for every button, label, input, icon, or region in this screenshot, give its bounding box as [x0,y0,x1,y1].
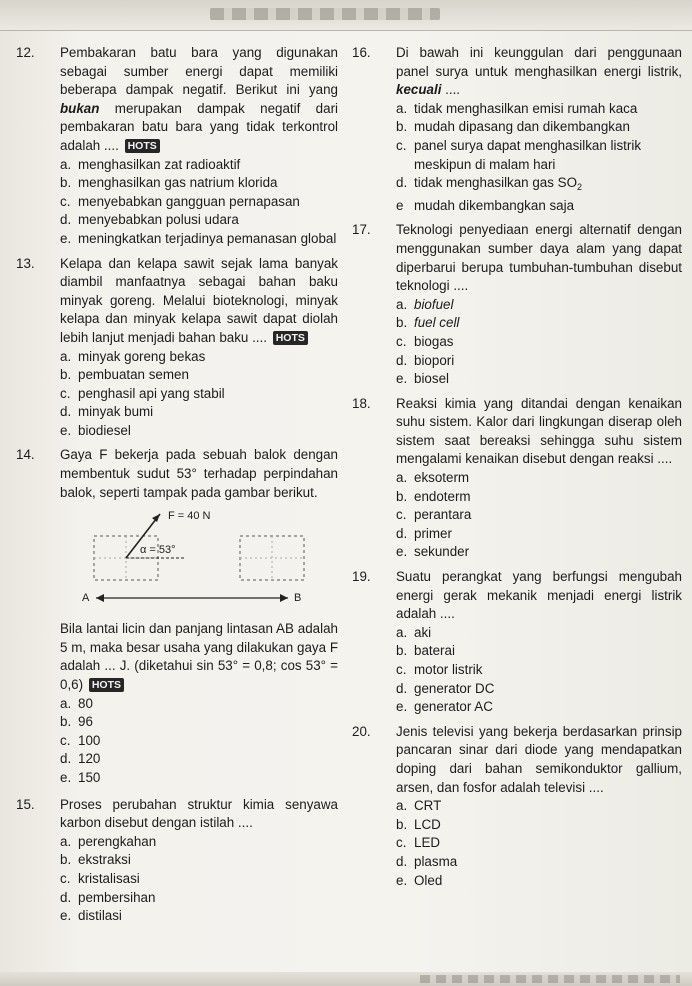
subscript: 2 [577,182,583,193]
option-c[interactable]: c. perantara [396,507,472,523]
option-b[interactable]: b. fuel cell [396,315,460,331]
option-a[interactable]: a. aki [396,624,432,640]
right-column [352,44,682,892]
option-b[interactable]: b. endoterm [396,488,471,504]
option-d[interactable]: d. generator DC [396,680,495,696]
option-b[interactable]: b. pembuatan semen [60,367,189,383]
bottom-edge [0,972,692,986]
point-a-label: A [82,592,90,605]
question-15 [16,796,338,926]
question-stem: Proses perubahan struktur kimia senyawa karbon disebut dengan istilah .... [60,796,338,831]
question-stem: Pembakaran batu bara yang digunakan sebagai sumber energi dapat memiliki beberapa dampak negatif. Berikut ini yang bukan merupakan dampak negatif dari pembakaran batu bara yang tidak terkontrol adalah .... HOTS [60,45,338,153]
question-12 [16,44,338,249]
top-edge [0,0,692,31]
option-e[interactable]: e. 150 [60,770,101,785]
option-e[interactable]: e. distilasi [60,908,122,924]
option-c[interactable]: c. kristalisasi [60,870,140,886]
option-b[interactable]: b. baterai [396,643,455,659]
question-stem: Suatu perangkat yang berfungsi mengubah energi gerak mekanik menjadi energi listrik adalah .... [396,569,682,622]
question-stem-intro: Gaya F bekerja pada sebuah balok dengan membentuk sudut 53° terhadap perpindahan balok, seperti tampak pada gambar berikut. [60,447,338,500]
question-number: 19. [352,569,371,585]
question-number: 17. [352,222,371,238]
option-e[interactable]: e. meningkatkan terjadinya pemanasan global [60,230,337,246]
option-b[interactable]: b. LCD [396,816,441,832]
question-14 [16,446,338,787]
force-vector-arrowhead [152,514,160,522]
option-c[interactable]: c. 100 [60,732,101,748]
option-a[interactable]: a. perengkahan [60,833,157,849]
option-a[interactable]: a. biofuel [396,296,454,312]
question-number: 13. [16,255,35,271]
question-19 [352,568,682,717]
question-number: 14. [16,447,35,463]
option-c[interactable]: c. menyebabkan gangguan pernapasan [60,193,300,209]
force-label: F = 40 N [168,510,211,523]
question-number: 15. [16,796,35,812]
question-20 [352,723,682,890]
option-c[interactable]: c. panel surya dapat menghasilkan listrik meskipun di malam hari [396,137,642,172]
angle-label: α = 53° [140,544,176,557]
question-number: 18. [352,395,371,411]
option-b[interactable]: b. ekstraksi [60,852,131,868]
question-stem: Di bawah ini keunggulan dari penggunaan panel surya untuk menghasilkan energi listrik, kecuali .... [396,45,682,98]
question-stem: Jenis televisi yang bekerja berdasarkan prinsip pancaran sinar dari diode yang mendapatkan doping dari bahan semikonduktor gallium, arsen, dan fosfor adalah televisi .... [396,723,682,795]
option-e[interactable]: e. biosel [396,371,449,387]
option-c[interactable]: c. motor listrik [396,662,483,677]
force-diagram-svg [60,506,360,614]
question-stem: Bila lantai licin dan panjang lintasan AB adalah 5 m, maka besar usaha yang dilakukan gaya F adalah ... J. (diketahui sin 53° = 0,8; cos 53° = 0,6) HOTS [60,621,338,693]
question-stem: Reaksi kimia yang ditandai dengan kenaikan suhu sistem. Kalor dari lingkungan diserap oleh sistem saat bereaksi sehingga suhu sistem mengalami kenaikan disebut dengan reaksi .... [396,395,682,467]
hots-badge: HOTS [89,678,124,692]
option-c[interactable]: c. LED [396,835,441,851]
option-b[interactable]: b. 96 [60,714,93,730]
option-d[interactable]: d. biopori [396,352,455,368]
option-e[interactable]: e mudah dikembangkan saja [396,197,575,213]
option-a[interactable]: a. 80 [60,695,93,711]
option-e[interactable]: e. biodiesel [60,422,131,438]
bottom-edge-pattern [420,975,680,983]
displacement-arrowhead-right [280,594,288,602]
option-a[interactable]: a. tidak menghasilkan emisi rumah kaca [396,100,638,116]
option-d[interactable]: d. 120 [60,751,101,767]
option-d[interactable]: d. primer [396,525,452,541]
question-stem: Teknologi penyediaan energi alternatif dengan menggunakan sumber daya alam yang dapat diperbarui berupa tumbuhan-tumbuhan disebut teknologi .... [396,222,682,294]
option-a[interactable]: a. CRT [396,798,442,814]
question-number: 16. [352,45,371,60]
option-d[interactable]: d. plasma [396,853,458,869]
hots-badge: HOTS [273,331,308,345]
question-18 [352,395,682,562]
left-column [16,44,338,928]
question-13 [16,255,338,441]
point-b-label: B [294,592,302,605]
force-diagram [60,506,360,614]
emphasis-word: bukan [60,100,100,116]
option-a[interactable]: a. eksoterm [396,470,470,486]
option-b[interactable]: b. menghasilkan gas natrium klorida [60,175,278,191]
question-number: 12. [16,45,35,60]
question-16 [352,44,682,215]
emphasis-word: kecuali [396,82,442,98]
option-d[interactable]: d. pembersihan [60,889,156,905]
option-a[interactable]: a. minyak goreng bekas [60,348,206,364]
hots-badge: HOTS [125,139,160,153]
option-d[interactable]: d. tidak menghasilkan gas $SO_2$ [396,175,583,193]
top-edge-pattern [210,8,440,20]
option-e[interactable]: e. generator AC [396,699,493,715]
question-stem: Kelapa dan kelapa sawit sejak lama banyak diambil manfaatnya sebagai bahan baku minyak goreng. Melalui bioteknologi, minyak kelapa dan minyak kelapa sawit dapat diolah lebih lanjut menjadi bahan baku .... HOTS [60,255,338,345]
question-17 [352,221,682,388]
option-e[interactable]: e. Oled [396,872,443,888]
question-number: 20. [352,723,371,739]
option-b[interactable]: b. mudah dipasang dan dikembangkan [396,119,630,135]
option-c[interactable]: c. penghasil api yang stabil [60,385,225,401]
option-d[interactable]: d. minyak bumi [60,404,154,420]
option-e[interactable]: e. sekunder [396,544,470,560]
option-a[interactable]: a. menghasilkan zat radioaktif [60,156,241,172]
option-c[interactable]: c. biogas [396,333,454,349]
displacement-arrowhead-left [96,594,104,602]
option-d[interactable]: d. menyebabkan polusi udara [60,212,239,228]
